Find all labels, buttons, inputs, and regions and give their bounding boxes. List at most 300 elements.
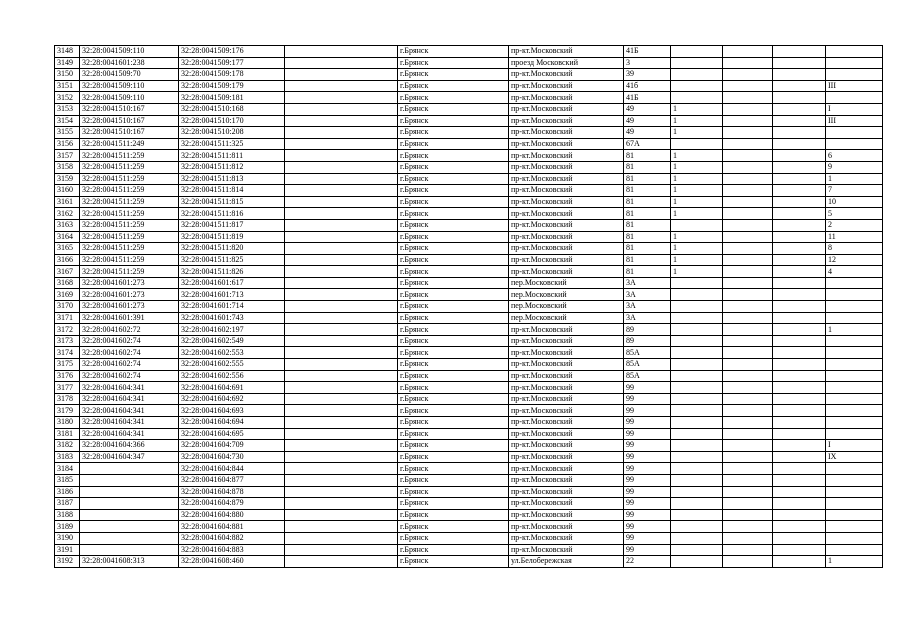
cadastral-number-cell: 32:28:0041604:709: [179, 440, 285, 452]
empty-cell: [285, 474, 398, 486]
street-cell: пр-кт.Московский: [509, 509, 624, 521]
building-cell: 1: [671, 231, 723, 243]
empty-cell-3: [773, 57, 826, 69]
table-row: [55, 405, 883, 417]
parent-cadastral-cell: 32:28:0041511:259: [80, 219, 179, 231]
building-cell: [671, 428, 723, 440]
parent-cadastral-cell: 32:28:0041511:259: [80, 173, 179, 185]
row-number-cell: 3190: [55, 532, 80, 544]
parent-cadastral-cell: [80, 521, 179, 533]
table-row: [55, 196, 883, 208]
premises-cell: 10: [826, 196, 883, 208]
street-cell: пр-кт.Московский: [509, 92, 624, 104]
building-cell: 1: [671, 127, 723, 139]
house-cell: 99: [624, 405, 671, 417]
empty-cell: [285, 138, 398, 150]
empty-cell: [285, 219, 398, 231]
building-cell: [671, 277, 723, 289]
street-cell: пр-кт.Московский: [509, 324, 624, 336]
house-cell: 81: [624, 231, 671, 243]
cadastral-number-cell: 32:28:0041604:693: [179, 405, 285, 417]
empty-cell: [285, 127, 398, 139]
table-row: [55, 521, 883, 533]
parent-cadastral-cell: 32:28:0041601:273: [80, 277, 179, 289]
row-number-cell: 3184: [55, 463, 80, 475]
house-cell: 81: [624, 219, 671, 231]
building-cell: [671, 138, 723, 150]
city-cell: г.Брянск: [398, 208, 509, 220]
premises-cell: 12: [826, 254, 883, 266]
house-cell: 99: [624, 498, 671, 510]
empty-cell-2: [723, 161, 773, 173]
empty-cell-3: [773, 219, 826, 231]
row-number-cell: 3159: [55, 173, 80, 185]
premises-cell: [826, 474, 883, 486]
building-cell: [671, 474, 723, 486]
empty-cell-2: [723, 521, 773, 533]
empty-cell-3: [773, 359, 826, 371]
empty-cell: [285, 266, 398, 278]
empty-cell: [285, 393, 398, 405]
table-row: [55, 103, 883, 115]
house-cell: 3А: [624, 312, 671, 324]
city-cell: г.Брянск: [398, 196, 509, 208]
house-cell: 81: [624, 185, 671, 197]
city-cell: г.Брянск: [398, 498, 509, 510]
row-number-cell: 3151: [55, 80, 80, 92]
cadastral-number-cell: 32:28:0041602:553: [179, 347, 285, 359]
empty-cell-3: [773, 463, 826, 475]
table-row: [55, 509, 883, 521]
empty-cell: [285, 150, 398, 162]
parent-cadastral-cell: 32:28:0041602:74: [80, 370, 179, 382]
premises-cell: 11: [826, 231, 883, 243]
house-cell: 81: [624, 150, 671, 162]
city-cell: г.Брянск: [398, 69, 509, 81]
row-number-cell: 3155: [55, 127, 80, 139]
cadastral-number-cell: 32:28:0041604:692: [179, 393, 285, 405]
row-number-cell: 3170: [55, 301, 80, 313]
row-number-cell: 3183: [55, 451, 80, 463]
house-cell: 41б: [624, 80, 671, 92]
building-cell: [671, 393, 723, 405]
house-cell: 99: [624, 463, 671, 475]
house-cell: 3А: [624, 277, 671, 289]
empty-cell: [285, 405, 398, 417]
empty-cell-2: [723, 115, 773, 127]
empty-cell-3: [773, 440, 826, 452]
building-cell: 1: [671, 208, 723, 220]
empty-cell-3: [773, 451, 826, 463]
cadastral-number-cell: 32:28:0041604:883: [179, 544, 285, 556]
premises-cell: III: [826, 80, 883, 92]
building-cell: 1: [671, 150, 723, 162]
empty-cell: [285, 335, 398, 347]
premises-cell: [826, 544, 883, 556]
empty-cell: [285, 370, 398, 382]
premises-cell: [826, 382, 883, 394]
empty-cell-2: [723, 127, 773, 139]
parent-cadastral-cell: [80, 544, 179, 556]
table-row: [55, 532, 883, 544]
table-row: [55, 382, 883, 394]
parent-cadastral-cell: [80, 509, 179, 521]
empty-cell: [285, 324, 398, 336]
empty-cell-3: [773, 103, 826, 115]
premises-cell: [826, 138, 883, 150]
house-cell: 99: [624, 532, 671, 544]
cadastral-number-cell: 32:28:0041602:555: [179, 359, 285, 371]
parent-cadastral-cell: 32:28:0041604:341: [80, 382, 179, 394]
building-cell: [671, 440, 723, 452]
empty-cell: [285, 196, 398, 208]
building-cell: [671, 324, 723, 336]
empty-cell-3: [773, 115, 826, 127]
empty-cell-2: [723, 417, 773, 429]
cadastral-number-cell: 32:28:0041509:176: [179, 46, 285, 58]
street-cell: пр-кт.Московский: [509, 208, 624, 220]
empty-cell-2: [723, 312, 773, 324]
empty-cell-2: [723, 173, 773, 185]
empty-cell-2: [723, 370, 773, 382]
empty-cell-2: [723, 196, 773, 208]
city-cell: г.Брянск: [398, 382, 509, 394]
empty-cell: [285, 509, 398, 521]
building-cell: [671, 556, 723, 568]
cadastral-number-cell: 32:28:0041601:617: [179, 277, 285, 289]
house-cell: 99: [624, 440, 671, 452]
row-number-cell: 3182: [55, 440, 80, 452]
street-cell: пр-кт.Московский: [509, 405, 624, 417]
street-cell: пр-кт.Московский: [509, 486, 624, 498]
parent-cadastral-cell: 32:28:0041604:341: [80, 393, 179, 405]
city-cell: г.Брянск: [398, 243, 509, 255]
parent-cadastral-cell: 32:28:0041608:313: [80, 556, 179, 568]
empty-cell: [285, 359, 398, 371]
street-cell: пр-кт.Московский: [509, 80, 624, 92]
table-row: [55, 266, 883, 278]
city-cell: г.Брянск: [398, 440, 509, 452]
parent-cadastral-cell: 32:28:0041510:167: [80, 127, 179, 139]
building-cell: 1: [671, 173, 723, 185]
cadastral-number-cell: 32:28:0041510:208: [179, 127, 285, 139]
empty-cell-3: [773, 335, 826, 347]
cadastral-number-cell: 32:28:0041602:197: [179, 324, 285, 336]
city-cell: г.Брянск: [398, 335, 509, 347]
premises-cell: [826, 417, 883, 429]
empty-cell: [285, 243, 398, 255]
empty-cell-3: [773, 46, 826, 58]
building-cell: 1: [671, 266, 723, 278]
parent-cadastral-cell: 32:28:0041509:70: [80, 69, 179, 81]
row-number-cell: 3176: [55, 370, 80, 382]
premises-cell: 8: [826, 243, 883, 255]
city-cell: г.Брянск: [398, 46, 509, 58]
empty-cell-3: [773, 509, 826, 521]
city-cell: г.Брянск: [398, 532, 509, 544]
table-row: [55, 138, 883, 150]
cadastral-number-cell: 32:28:0041604:878: [179, 486, 285, 498]
parent-cadastral-cell: 32:28:0041602:74: [80, 359, 179, 371]
table-row: [55, 335, 883, 347]
premises-cell: [826, 463, 883, 475]
empty-cell: [285, 486, 398, 498]
city-cell: г.Брянск: [398, 347, 509, 359]
city-cell: г.Брянск: [398, 417, 509, 429]
parent-cadastral-cell: 32:28:0041602:74: [80, 335, 179, 347]
cadastral-number-cell: 32:28:0041604:881: [179, 521, 285, 533]
empty-cell-2: [723, 486, 773, 498]
cadastral-number-cell: 32:28:0041604:879: [179, 498, 285, 510]
house-cell: 89: [624, 324, 671, 336]
row-number-cell: 3160: [55, 185, 80, 197]
city-cell: г.Брянск: [398, 474, 509, 486]
empty-cell: [285, 382, 398, 394]
parent-cadastral-cell: [80, 474, 179, 486]
premises-cell: 6: [826, 150, 883, 162]
cadastral-number-cell: 32:28:0041509:181: [179, 92, 285, 104]
empty-cell-3: [773, 196, 826, 208]
cadastral-number-cell: 32:28:0041510:170: [179, 115, 285, 127]
building-cell: [671, 370, 723, 382]
empty-cell-2: [723, 266, 773, 278]
empty-cell-3: [773, 324, 826, 336]
building-cell: [671, 347, 723, 359]
parent-cadastral-cell: 32:28:0041602:74: [80, 347, 179, 359]
table-row: [55, 440, 883, 452]
house-cell: 81: [624, 161, 671, 173]
empty-cell-3: [773, 405, 826, 417]
empty-cell-3: [773, 417, 826, 429]
table-row: [55, 347, 883, 359]
building-cell: [671, 92, 723, 104]
house-cell: 99: [624, 509, 671, 521]
house-cell: 99: [624, 428, 671, 440]
cadastral-number-cell: 32:28:0041511:811: [179, 150, 285, 162]
street-cell: пр-кт.Московский: [509, 335, 624, 347]
table-row: [55, 115, 883, 127]
empty-cell-2: [723, 185, 773, 197]
empty-cell-2: [723, 231, 773, 243]
row-number-cell: 3165: [55, 243, 80, 255]
parent-cadastral-cell: 32:28:0041604:347: [80, 451, 179, 463]
row-number-cell: 3162: [55, 208, 80, 220]
empty-cell-2: [723, 103, 773, 115]
city-cell: г.Брянск: [398, 324, 509, 336]
cadastral-number-cell: 32:28:0041509:179: [179, 80, 285, 92]
table-row: [55, 451, 883, 463]
street-cell: пер.Московский: [509, 289, 624, 301]
street-cell: пр-кт.Московский: [509, 544, 624, 556]
cadastral-number-cell: 32:28:0041511:813: [179, 173, 285, 185]
building-cell: [671, 312, 723, 324]
row-number-cell: 3161: [55, 196, 80, 208]
empty-cell-2: [723, 405, 773, 417]
row-number-cell: 3186: [55, 486, 80, 498]
premises-cell: [826, 428, 883, 440]
empty-cell-2: [723, 359, 773, 371]
parent-cadastral-cell: 32:28:0041511:259: [80, 243, 179, 255]
house-cell: 99: [624, 486, 671, 498]
empty-cell-3: [773, 243, 826, 255]
empty-cell-2: [723, 509, 773, 521]
premises-cell: I: [826, 440, 883, 452]
cadastral-number-cell: 32:28:0041511:819: [179, 231, 285, 243]
empty-cell: [285, 57, 398, 69]
premises-cell: 1: [826, 324, 883, 336]
house-cell: 99: [624, 417, 671, 429]
row-number-cell: 3148: [55, 46, 80, 58]
house-cell: 81: [624, 266, 671, 278]
street-cell: пр-кт.Московский: [509, 463, 624, 475]
city-cell: г.Брянск: [398, 57, 509, 69]
empty-cell: [285, 231, 398, 243]
row-number-cell: 3181: [55, 428, 80, 440]
empty-cell-3: [773, 474, 826, 486]
empty-cell-3: [773, 92, 826, 104]
building-cell: 1: [671, 185, 723, 197]
parent-cadastral-cell: 32:28:0041511:259: [80, 254, 179, 266]
table-row: [55, 474, 883, 486]
empty-cell: [285, 173, 398, 185]
empty-cell-2: [723, 243, 773, 255]
cadastral-number-cell: 32:28:0041511:817: [179, 219, 285, 231]
house-cell: 99: [624, 451, 671, 463]
empty-cell: [285, 347, 398, 359]
building-cell: [671, 498, 723, 510]
street-cell: пр-кт.Московский: [509, 451, 624, 463]
cadastral-number-cell: 32:28:0041604:882: [179, 532, 285, 544]
city-cell: г.Брянск: [398, 115, 509, 127]
premises-cell: 5: [826, 208, 883, 220]
parent-cadastral-cell: 32:28:0041601:273: [80, 289, 179, 301]
premises-cell: [826, 277, 883, 289]
parent-cadastral-cell: 32:28:0041509:110: [80, 92, 179, 104]
house-cell: 67А: [624, 138, 671, 150]
empty-cell: [285, 277, 398, 289]
house-cell: 99: [624, 393, 671, 405]
building-cell: [671, 532, 723, 544]
city-cell: г.Брянск: [398, 127, 509, 139]
cadastral-number-cell: 32:28:0041601:713: [179, 289, 285, 301]
table-row: [55, 185, 883, 197]
street-cell: пер.Московский: [509, 301, 624, 313]
premises-cell: [826, 347, 883, 359]
empty-cell-3: [773, 301, 826, 313]
empty-cell: [285, 46, 398, 58]
empty-cell-2: [723, 254, 773, 266]
empty-cell-2: [723, 556, 773, 568]
house-cell: 3А: [624, 289, 671, 301]
table-row: [55, 417, 883, 429]
cadastral-number-cell: 32:28:0041510:168: [179, 103, 285, 115]
empty-cell-2: [723, 347, 773, 359]
premises-cell: [826, 486, 883, 498]
street-cell: пр-кт.Московский: [509, 185, 624, 197]
table-row: [55, 92, 883, 104]
city-cell: г.Брянск: [398, 92, 509, 104]
house-cell: 3: [624, 57, 671, 69]
row-number-cell: 3188: [55, 509, 80, 521]
empty-cell: [285, 208, 398, 220]
empty-cell-3: [773, 532, 826, 544]
cadastral-number-cell: 32:28:0041511:812: [179, 161, 285, 173]
row-number-cell: 3157: [55, 150, 80, 162]
house-cell: 81: [624, 196, 671, 208]
table-row: [55, 556, 883, 568]
table-row: [55, 301, 883, 313]
city-cell: г.Брянск: [398, 393, 509, 405]
empty-cell: [285, 463, 398, 475]
parent-cadastral-cell: 32:28:0041511:259: [80, 266, 179, 278]
table-body: [55, 46, 883, 568]
building-cell: [671, 69, 723, 81]
empty-cell-2: [723, 138, 773, 150]
premises-cell: [826, 359, 883, 371]
premises-cell: [826, 405, 883, 417]
empty-cell-3: [773, 428, 826, 440]
premises-cell: [826, 335, 883, 347]
city-cell: г.Брянск: [398, 173, 509, 185]
building-cell: 1: [671, 161, 723, 173]
row-number-cell: 3189: [55, 521, 80, 533]
empty-cell-3: [773, 370, 826, 382]
row-number-cell: 3153: [55, 103, 80, 115]
building-cell: [671, 219, 723, 231]
parent-cadastral-cell: 32:28:0041601:391: [80, 312, 179, 324]
empty-cell-2: [723, 451, 773, 463]
empty-cell-2: [723, 277, 773, 289]
row-number-cell: 3169: [55, 289, 80, 301]
street-cell: проезд Московский: [509, 57, 624, 69]
city-cell: г.Брянск: [398, 486, 509, 498]
city-cell: г.Брянск: [398, 219, 509, 231]
city-cell: г.Брянск: [398, 254, 509, 266]
premises-cell: [826, 289, 883, 301]
parent-cadastral-cell: [80, 498, 179, 510]
parent-cadastral-cell: 32:28:0041511:259: [80, 196, 179, 208]
table-row: [55, 243, 883, 255]
city-cell: г.Брянск: [398, 138, 509, 150]
empty-cell-2: [723, 289, 773, 301]
row-number-cell: 3175: [55, 359, 80, 371]
empty-cell-2: [723, 393, 773, 405]
document-table: [54, 45, 883, 568]
table-row: [55, 69, 883, 81]
empty-cell: [285, 289, 398, 301]
parent-cadastral-cell: 32:28:0041604:341: [80, 405, 179, 417]
empty-cell-2: [723, 440, 773, 452]
street-cell: пр-кт.Московский: [509, 254, 624, 266]
empty-cell: [285, 544, 398, 556]
premises-cell: [826, 127, 883, 139]
row-number-cell: 3163: [55, 219, 80, 231]
empty-cell: [285, 556, 398, 568]
row-number-cell: 3178: [55, 393, 80, 405]
cadastral-number-cell: 32:28:0041604:691: [179, 382, 285, 394]
empty-cell: [285, 428, 398, 440]
row-number-cell: 3171: [55, 312, 80, 324]
empty-cell-3: [773, 254, 826, 266]
row-number-cell: 3174: [55, 347, 80, 359]
cadastral-number-cell: 32:28:0041604:877: [179, 474, 285, 486]
table-row: [55, 57, 883, 69]
parent-cadastral-cell: 32:28:0041511:259: [80, 185, 179, 197]
empty-cell: [285, 254, 398, 266]
empty-cell-3: [773, 69, 826, 81]
table-row: [55, 80, 883, 92]
empty-cell: [285, 440, 398, 452]
